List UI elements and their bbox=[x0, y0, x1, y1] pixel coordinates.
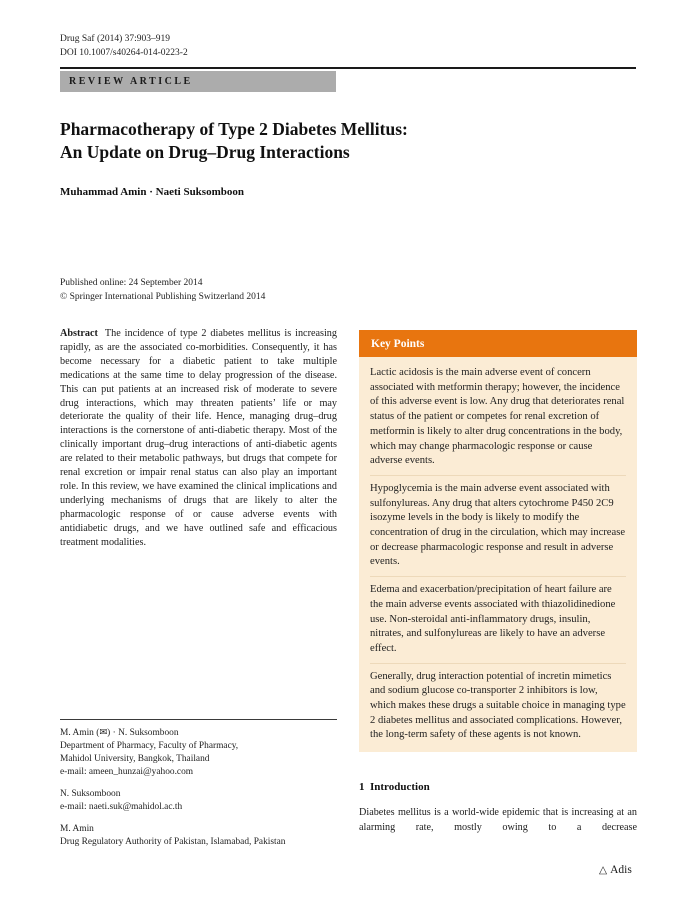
journal-masthead bbox=[60, 32, 188, 60]
key-point-2: Hypoglycemia is the main adverse event associated with sulfonylureas. Any drug that alters cytochrome P450 2C9 isozyme levels in the body is likely to modify the concentration of drug in the circulation, which may increase or decrease pharmacologic response and result in adverse events. bbox=[370, 475, 626, 570]
key-points-body bbox=[359, 357, 637, 752]
publisher-logo bbox=[599, 864, 632, 876]
key-points-box bbox=[359, 330, 637, 752]
adis-triangle-icon: △ bbox=[599, 864, 608, 876]
footnote-block-first-author-affiliation bbox=[60, 823, 337, 849]
author-affiliations-footnote bbox=[60, 719, 337, 849]
footnote-affiliation-line: Drug Regulatory Authority of Pakistan, Islamabad, Pakistan bbox=[60, 837, 286, 847]
abstract-text: The incidence of type 2 diabetes mellitus is increasing rapidly, as are the associated co-morbidities. Consequently, it has become necessary for a diabetic patient to take multiple medications at the same time to delay progression of the disease. This can put patients at an increased risk of moderate to severe drug interactions, which may threaten patients’ life or may deteriorate the quality of their life. Hence, managing drug–drug interactions is the cornerstone of anti-diabetic therapy. Most of the clinically important drug–drug interactions of anti-diabetic agents are related to their metabolic pathways, but drugs that compete for renal excretion or impair renal status can also play an important role. In this review, we have examined the clinical implications and underlying mechanisms of drugs that are likely to alter the pharmacologic response of or cause adverse events with antidiabetic drugs, and we have outlined safe and efficacious treatment modalities. bbox=[60, 328, 337, 548]
article-title bbox=[60, 118, 620, 164]
adis-logo-text: Adis bbox=[610, 864, 632, 876]
key-point-1: Lactic acidosis is the main adverse event of concern associated with metformin therapy; however, the incidence of this adverse event is low. Any drug that deteriorates renal status of the patient or competes for renal excretion of metformin is likely to alter drug concentrations in the body, which may change pharmacologic response or cause adverse events. bbox=[370, 367, 625, 467]
author-names: Muhammad Amin · Naeti Suksomboon bbox=[60, 186, 244, 198]
footnote-block-corresponding-author bbox=[60, 727, 337, 779]
article-type-banner: REVIEW ARTICLE bbox=[60, 71, 336, 92]
header-divider-rule bbox=[60, 67, 636, 69]
introduction-paragraph: Diabetes mellitus is a world-wide epidemic that is increasing at an alarming rate, mostly owing to a decrease bbox=[359, 807, 637, 833]
journal-citation: Drug Saf (2014) 37:903–919 bbox=[60, 34, 171, 44]
key-point-4: Generally, drug interaction potential of incretin mimetics and sodium glucose co-transporter 2 inhibitors is low, which makes these drugs a suitable choice in managing type 2 diabetes mellitus and associated complications. However, the long-term safety of these agents is not known. bbox=[370, 663, 626, 744]
footnote-author-line: M. Amin bbox=[60, 824, 94, 834]
key-point-3: Edema and exacerbation/precipitation of heart failure are the main adverse events associated with thiazolidinedione use. Non-steroidal anti-inflammatory drugs, insulin, nitrates, and sulfonylureas are likely to have an adverse effect. bbox=[370, 576, 626, 657]
article-title-line2: An Update on Drug–Drug Interactions bbox=[60, 142, 350, 162]
footnote-affiliation-line: Mahidol University, Bangkok, Thailand bbox=[60, 754, 210, 764]
article-title-line1: Pharmacotherapy of Type 2 Diabetes Mellitus: bbox=[60, 119, 408, 139]
footnote-email-line: e-mail: ameen_hunzai@yahoo.com bbox=[60, 767, 194, 777]
publication-info bbox=[60, 276, 265, 304]
footnote-block-second-author bbox=[60, 788, 337, 814]
introduction-section bbox=[359, 781, 637, 835]
footnote-email-line: e-mail: naeti.suk@mahidol.ac.th bbox=[60, 802, 183, 812]
footnote-affiliation-line: Department of Pharmacy, Faculty of Pharmacy, bbox=[60, 741, 239, 751]
footnote-author-line: N. Suksomboon bbox=[60, 789, 121, 799]
key-points-header: Key Points bbox=[359, 330, 637, 357]
abstract-paragraph bbox=[60, 327, 337, 550]
published-online-date: Published online: 24 September 2014 bbox=[60, 278, 203, 288]
doi-line: DOI 10.1007/s40264-014-0223-2 bbox=[60, 48, 188, 58]
copyright-line: © Springer International Publishing Switzerland 2014 bbox=[60, 292, 266, 302]
footnote-author-line: M. Amin (✉) · N. Suksomboon bbox=[60, 728, 179, 738]
abstract-label: Abstract bbox=[60, 328, 98, 339]
introduction-heading: 1 Introduction bbox=[359, 781, 430, 793]
